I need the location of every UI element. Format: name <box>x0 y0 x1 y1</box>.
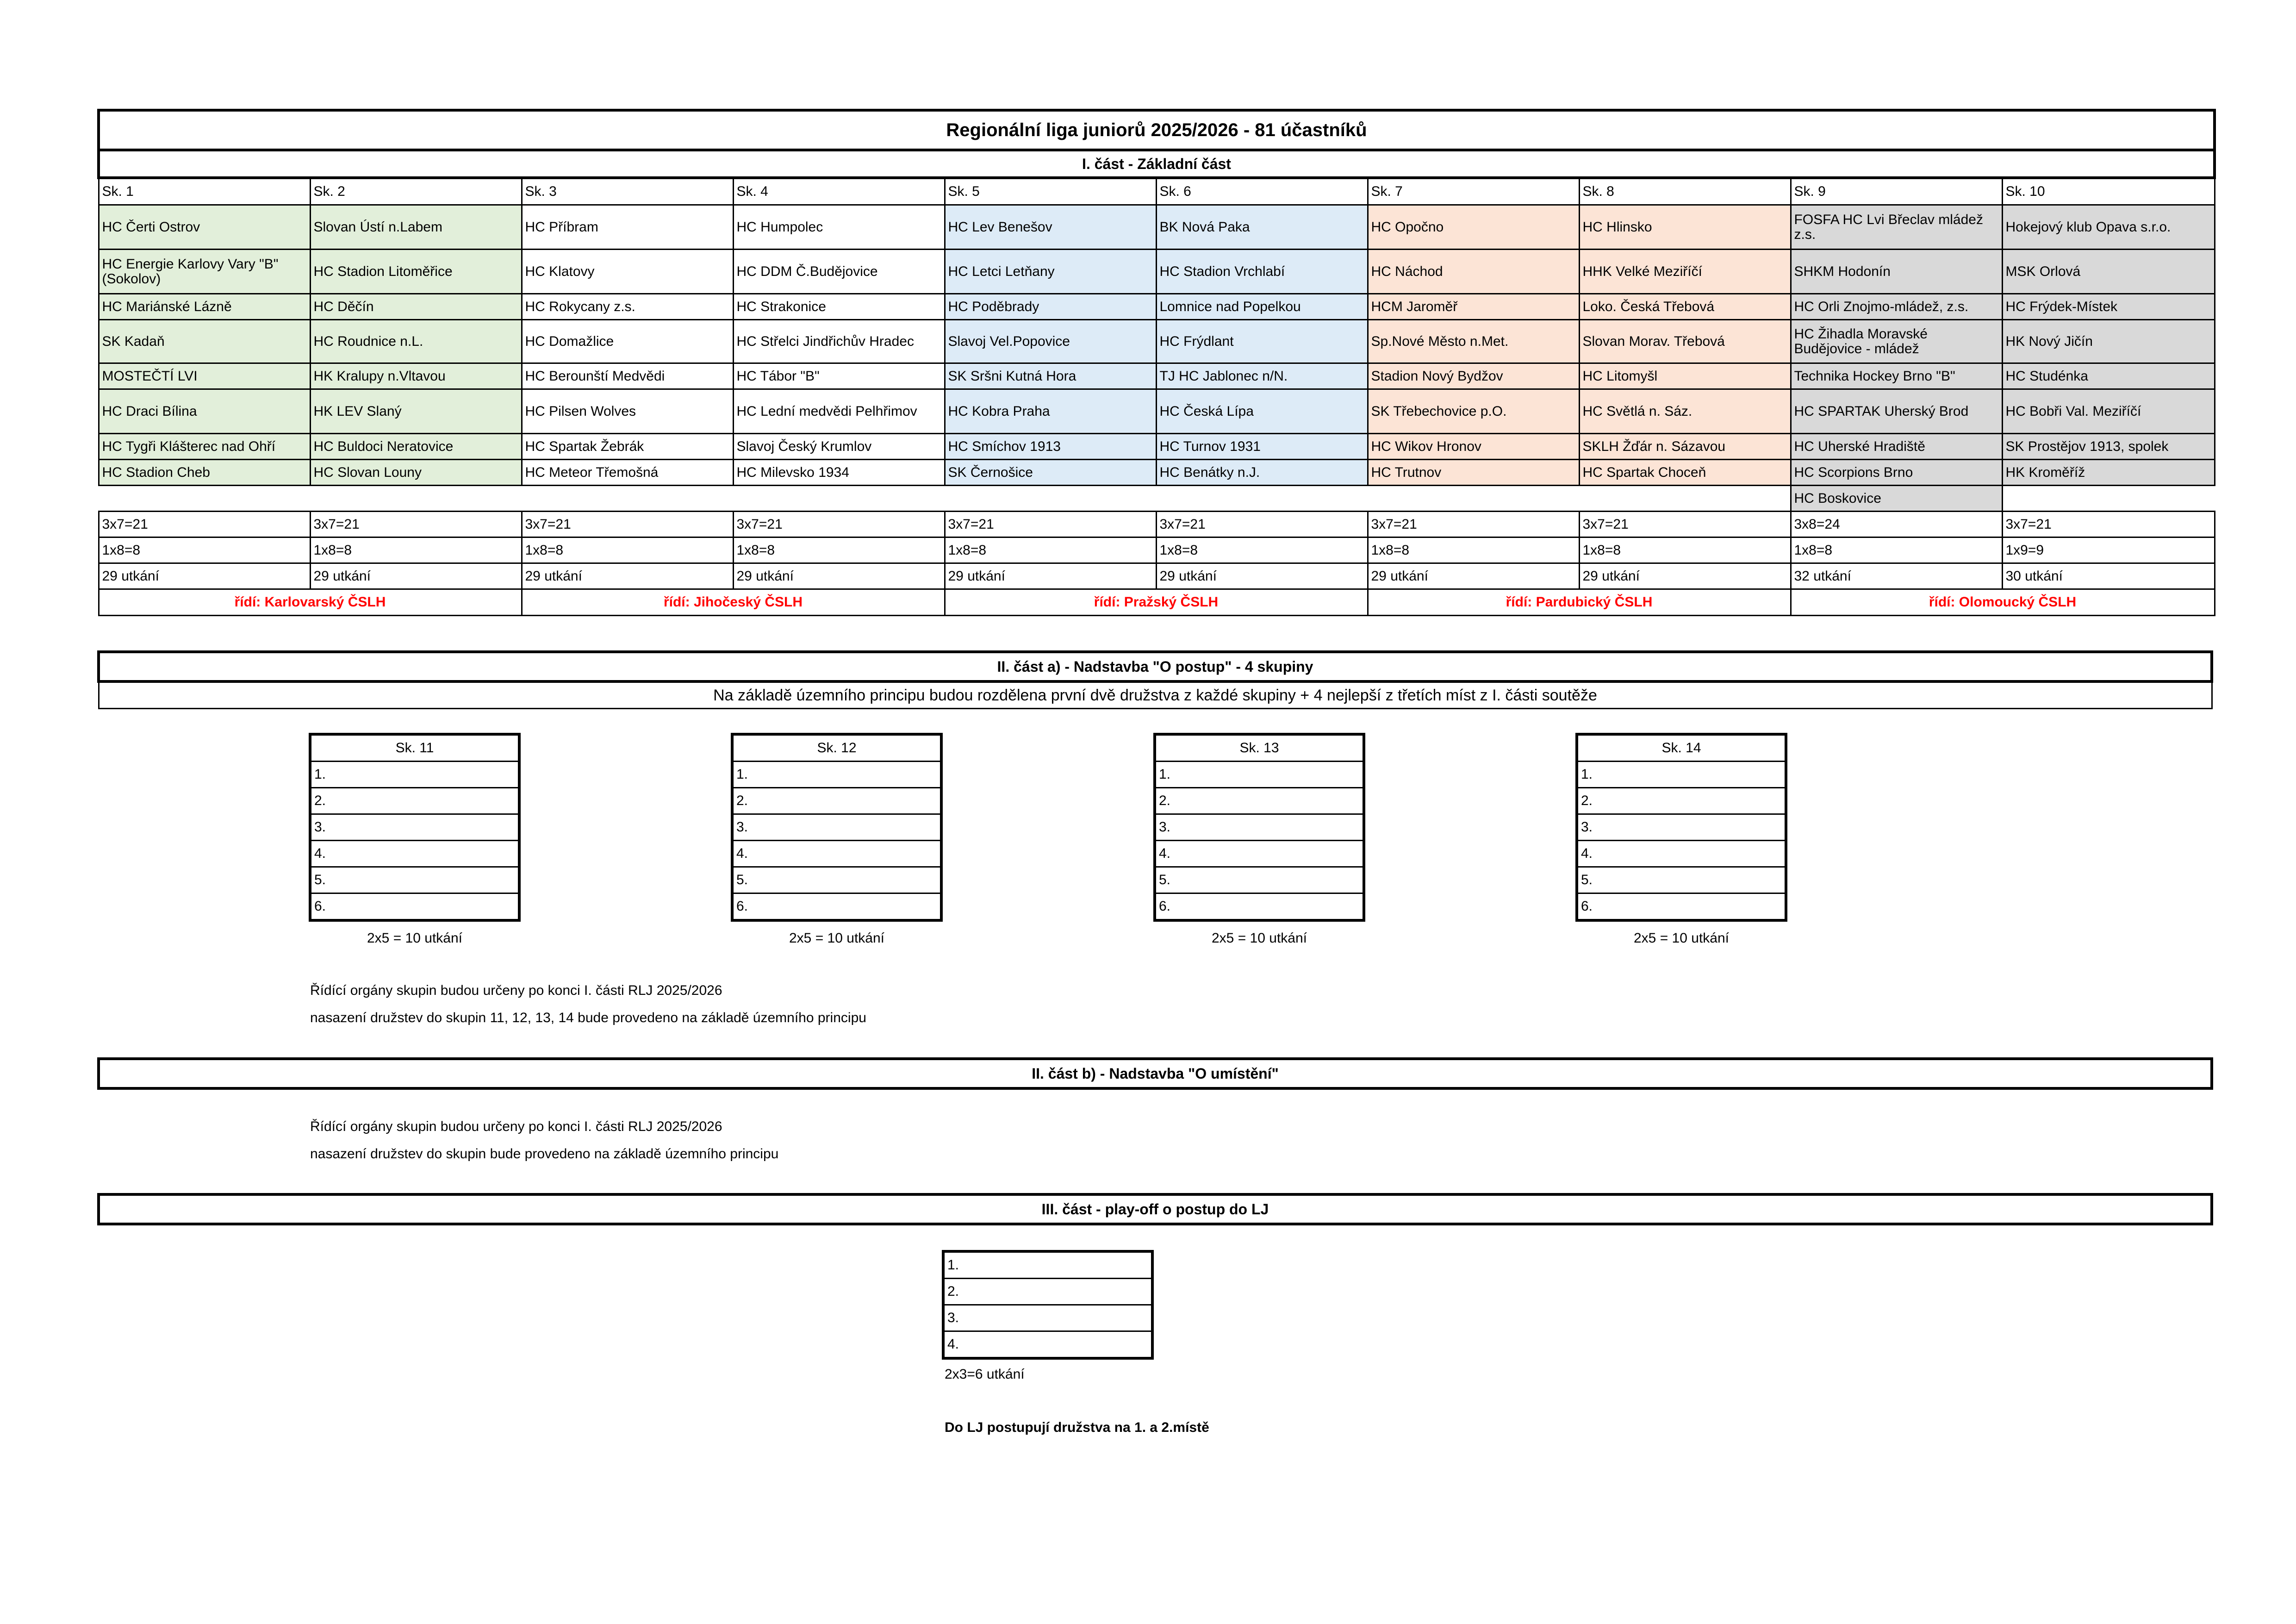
matches-cell: 29 utkání <box>1368 563 1579 589</box>
place-cell: 1. <box>1577 762 1786 788</box>
team-cell: HCM Jaroměř <box>1368 294 1579 320</box>
part2b-header <box>97 1057 2213 1090</box>
formula-cell: 3x7=21 <box>99 512 310 537</box>
team-cell: HC Opočno <box>1368 205 1579 250</box>
team-cell: HC Scorpions Brno <box>1791 460 2002 486</box>
team-cell: HC Smíchov 1913 <box>945 434 1156 460</box>
team-cell: HC Lev Benešov <box>945 205 1156 250</box>
group-matches-caption: 2x5 = 10 utkání <box>367 931 462 946</box>
team-cell: Slovan Morav. Třebová <box>1579 320 1791 363</box>
group-header: Sk. 2 <box>310 178 522 205</box>
matches-cell: 29 utkání <box>310 563 522 589</box>
team-cell: HC Čerti Ostrov <box>99 205 310 250</box>
part2b-note-2: nasazení družstev do skupin bude provedeno na základě územního principu <box>310 1146 779 1162</box>
team-cell: HC Studénka <box>2002 363 2215 389</box>
playoff-matches-caption: 2x3=6 utkání <box>945 1367 1025 1382</box>
group-header: Sk. 7 <box>1368 178 1579 205</box>
place-cell: 3. <box>1577 814 1786 841</box>
team-cell: HC Litomyšl <box>1579 363 1791 389</box>
formula-cell: 1x9=9 <box>2002 537 2215 563</box>
team-cell: HC Poděbrady <box>945 294 1156 320</box>
team-cell: HC Spartak Choceň <box>1579 460 1791 486</box>
matches-cell: 29 utkání <box>1156 563 1368 589</box>
matches-cell: 29 utkání <box>99 563 310 589</box>
place-cell: 2. <box>732 788 941 814</box>
team-cell: HC Lední medvědi Pelhřimov <box>733 389 945 434</box>
team-cell: Slavoj Vel.Popovice <box>945 320 1156 363</box>
team-cell: HC Meteor Třemošná <box>522 460 733 486</box>
place-cell: 2. <box>1577 788 1786 814</box>
group-table-header: Sk. 13 <box>1155 734 1364 762</box>
group-matches-caption: 2x5 = 10 utkání <box>1634 931 1729 946</box>
team-cell: HC Děčín <box>310 294 522 320</box>
team-cell: HC Frýdek-Místek <box>2002 294 2215 320</box>
managed-by-cell: řídí: Pardubický ČSLH <box>1368 589 1791 616</box>
part2a-header <box>97 650 2213 709</box>
team-cell: Slavoj Český Krumlov <box>733 434 945 460</box>
team-cell: SK Sršni Kutná Hora <box>945 363 1156 389</box>
team-cell: Loko. Česká Třebová <box>1579 294 1791 320</box>
group-matches-caption: 2x5 = 10 utkání <box>789 931 884 946</box>
part2a-description: Na základě územního principu budou rozdělena první dvě družstva z každé skupiny + 4 nejlepší z třetích míst z I. části soutěže <box>99 681 2212 709</box>
place-cell: 4. <box>1155 841 1364 867</box>
place-cell: 1. <box>310 762 519 788</box>
group-table-sk14 <box>1575 733 1787 922</box>
formula-cell: 1x8=8 <box>945 537 1156 563</box>
team-cell: HC Frýdlant <box>1156 320 1368 363</box>
part3-title: III. část - play-off o postup do LJ <box>99 1194 2212 1224</box>
group-header: Sk. 5 <box>945 178 1156 205</box>
part3-header <box>97 1193 2213 1225</box>
place-cell: 2. <box>1155 788 1364 814</box>
team-cell: HC Letci Letňany <box>945 250 1156 294</box>
team-cell: FOSFA HC Lvi Břeclav mládež z.s. <box>1791 205 2002 250</box>
team-cell: BK Nová Paka <box>1156 205 1368 250</box>
part2a-note-1: Řídící orgány skupin budou určeny po konci I. části RLJ 2025/2026 <box>310 983 722 998</box>
matches-cell: 29 utkání <box>733 563 945 589</box>
team-cell: Lomnice nad Popelkou <box>1156 294 1368 320</box>
team-cell: HC Trutnov <box>1368 460 1579 486</box>
managed-by-cell: řídí: Karlovarský ČSLH <box>99 589 522 616</box>
team-cell: HC Stadion Litoměřice <box>310 250 522 294</box>
group-table-header: Sk. 11 <box>310 734 519 762</box>
team-cell: HC Strakonice <box>733 294 945 320</box>
formula-cell: 3x7=21 <box>522 512 733 537</box>
team-cell: HC Energie Karlovy Vary "B" (Sokolov) <box>99 250 310 294</box>
matches-cell: 29 utkání <box>945 563 1156 589</box>
team-cell: HC SPARTAK Uherský Brod <box>1791 389 2002 434</box>
team-cell: HC Náchod <box>1368 250 1579 294</box>
empty-cell <box>99 486 1791 512</box>
place-cell: 3. <box>310 814 519 841</box>
team-cell: HC Berounští Medvědi <box>522 363 733 389</box>
formula-cell: 1x8=8 <box>1156 537 1368 563</box>
formula-cell: 1x8=8 <box>310 537 522 563</box>
part1-title: I. část - Základní část <box>99 150 2215 178</box>
group-header: Sk. 4 <box>733 178 945 205</box>
team-cell: HC Hlinsko <box>1579 205 1791 250</box>
group-table-header: Sk. 12 <box>732 734 941 762</box>
team-cell: HC Milevsko 1934 <box>733 460 945 486</box>
group-table-header: Sk. 14 <box>1577 734 1786 762</box>
place-cell: 6. <box>1577 893 1786 921</box>
formula-cell: 3x7=21 <box>733 512 945 537</box>
team-cell: HC Stadion Cheb <box>99 460 310 486</box>
place-cell: 2. <box>310 788 519 814</box>
team-cell: HC Žihadla Moravské Budějovice - mládež <box>1791 320 2002 363</box>
place-cell: 4. <box>732 841 941 867</box>
place-cell: 5. <box>310 867 519 893</box>
group-table-sk11 <box>309 733 521 922</box>
group-table-sk13 <box>1153 733 1365 922</box>
team-cell: HC Příbram <box>522 205 733 250</box>
team-cell: HC Draci Bílina <box>99 389 310 434</box>
team-cell: Technika Hockey Brno "B" <box>1791 363 2002 389</box>
matches-cell: 29 utkání <box>522 563 733 589</box>
team-cell: HK LEV Slaný <box>310 389 522 434</box>
part1-table <box>97 109 2216 616</box>
promotion-note: Do LJ postupují družstva na 1. a 2.místě <box>945 1420 1209 1435</box>
place-cell: 5. <box>1155 867 1364 893</box>
place-cell: 4. <box>943 1331 1152 1359</box>
team-cell: HC Světlá n. Sáz. <box>1579 389 1791 434</box>
team-cell: HC Boskovice <box>1791 486 2002 512</box>
team-cell: HC Benátky n.J. <box>1156 460 1368 486</box>
part2b-title: II. část b) - Nadstavba "O umístění" <box>99 1059 2212 1088</box>
part2b-note-1: Řídící orgány skupin budou určeny po konci I. části RLJ 2025/2026 <box>310 1119 722 1134</box>
team-cell: HC Buldoci Neratovice <box>310 434 522 460</box>
team-cell: HK Nový Jičín <box>2002 320 2215 363</box>
team-cell: SK Černošice <box>945 460 1156 486</box>
team-cell: Sp.Nové Město n.Met. <box>1368 320 1579 363</box>
managed-by-cell: řídí: Olomoucký ČSLH <box>1791 589 2215 616</box>
team-cell: Hokejový klub Opava s.r.o. <box>2002 205 2215 250</box>
team-cell: SK Kadaň <box>99 320 310 363</box>
formula-cell: 1x8=8 <box>1368 537 1579 563</box>
place-cell: 3. <box>732 814 941 841</box>
team-cell: Stadion Nový Bydžov <box>1368 363 1579 389</box>
team-cell: HC Stadion Vrchlabí <box>1156 250 1368 294</box>
team-cell: HC Kobra Praha <box>945 389 1156 434</box>
team-cell: HK Kroměříž <box>2002 460 2215 486</box>
place-cell: 1. <box>1155 762 1364 788</box>
formula-cell: 3x7=21 <box>1579 512 1791 537</box>
team-cell: HK Kralupy n.Vltavou <box>310 363 522 389</box>
place-cell: 3. <box>1155 814 1364 841</box>
place-cell: 6. <box>732 893 941 921</box>
part2a-title: II. část a) - Nadstavba "O postup" - 4 skupiny <box>99 652 2212 681</box>
place-cell: 4. <box>310 841 519 867</box>
team-cell: SK Prostějov 1913, spolek <box>2002 434 2215 460</box>
group-header: Sk. 3 <box>522 178 733 205</box>
managed-by-cell: řídí: Jihočeský ČSLH <box>522 589 945 616</box>
team-cell: HC Mariánské Lázně <box>99 294 310 320</box>
managed-by-cell: řídí: Pražský ČSLH <box>945 589 1368 616</box>
matches-cell: 29 utkání <box>1579 563 1791 589</box>
team-cell: HC Slovan Louny <box>310 460 522 486</box>
place-cell: 5. <box>1577 867 1786 893</box>
place-cell: 1. <box>732 762 941 788</box>
place-cell: 1. <box>943 1251 1152 1279</box>
team-cell: MOSTEČTÍ LVI <box>99 363 310 389</box>
place-cell: 6. <box>310 893 519 921</box>
team-cell: HC Klatovy <box>522 250 733 294</box>
team-cell: HC Uherské Hradiště <box>1791 434 2002 460</box>
team-cell: HC Česká Lípa <box>1156 389 1368 434</box>
team-cell: TJ HC Jablonec n/N. <box>1156 363 1368 389</box>
formula-cell: 3x7=21 <box>310 512 522 537</box>
page-title: Regionální liga juniorů 2025/2026 - 81 účastníků <box>99 110 2215 150</box>
team-cell: HC Wikov Hronov <box>1368 434 1579 460</box>
place-cell: 5. <box>732 867 941 893</box>
group-header: Sk. 1 <box>99 178 310 205</box>
place-cell: 4. <box>1577 841 1786 867</box>
part2a-note-2: nasazení družstev do skupin 11, 12, 13, 14 bude provedeno na základě územního principu <box>310 1010 866 1025</box>
team-cell: SK Třebechovice p.O. <box>1368 389 1579 434</box>
team-cell: SKLH Žďár n. Sázavou <box>1579 434 1791 460</box>
group-header: Sk. 6 <box>1156 178 1368 205</box>
team-cell: HC Rokycany z.s. <box>522 294 733 320</box>
empty-cell <box>2002 486 2215 512</box>
team-cell: HC Střelci Jindřichův Hradec <box>733 320 945 363</box>
team-cell: HC Orli Znojmo-mládež, z.s. <box>1791 294 2002 320</box>
formula-cell: 1x8=8 <box>1579 537 1791 563</box>
place-cell: 6. <box>1155 893 1364 921</box>
team-cell: HC DDM Č.Budějovice <box>733 250 945 294</box>
formula-cell: 3x7=21 <box>1156 512 1368 537</box>
team-cell: SHKM Hodonín <box>1791 250 2002 294</box>
team-cell: HC Humpolec <box>733 205 945 250</box>
playoff-table <box>942 1250 1154 1360</box>
formula-cell: 3x7=21 <box>1368 512 1579 537</box>
formula-cell: 1x8=8 <box>1791 537 2002 563</box>
place-cell: 2. <box>943 1279 1152 1305</box>
formula-cell: 3x8=24 <box>1791 512 2002 537</box>
matches-cell: 30 utkání <box>2002 563 2215 589</box>
team-cell: HC Pilsen Wolves <box>522 389 733 434</box>
team-cell: HC Roudnice n.L. <box>310 320 522 363</box>
team-cell: HC Domažlice <box>522 320 733 363</box>
formula-cell: 1x8=8 <box>733 537 945 563</box>
place-cell: 3. <box>943 1305 1152 1331</box>
formula-cell: 3x7=21 <box>945 512 1156 537</box>
group-header: Sk. 9 <box>1791 178 2002 205</box>
formula-cell: 1x8=8 <box>522 537 733 563</box>
formula-cell: 3x7=21 <box>2002 512 2215 537</box>
group-matches-caption: 2x5 = 10 utkání <box>1212 931 1307 946</box>
formula-cell: 1x8=8 <box>99 537 310 563</box>
team-cell: Slovan Ústí n.Labem <box>310 205 522 250</box>
team-cell: HC Spartak Žebrák <box>522 434 733 460</box>
group-header: Sk. 10 <box>2002 178 2215 205</box>
team-cell: MSK Orlová <box>2002 250 2215 294</box>
matches-cell: 32 utkání <box>1791 563 2002 589</box>
group-header: Sk. 8 <box>1579 178 1791 205</box>
team-cell: HHK Velké Meziříčí <box>1579 250 1791 294</box>
team-cell: HC Tygři Klášterec nad Ohří <box>99 434 310 460</box>
team-cell: HC Tábor "B" <box>733 363 945 389</box>
team-cell: HC Turnov 1931 <box>1156 434 1368 460</box>
team-cell: HC Bobři Val. Meziříčí <box>2002 389 2215 434</box>
group-table-sk12 <box>731 733 943 922</box>
